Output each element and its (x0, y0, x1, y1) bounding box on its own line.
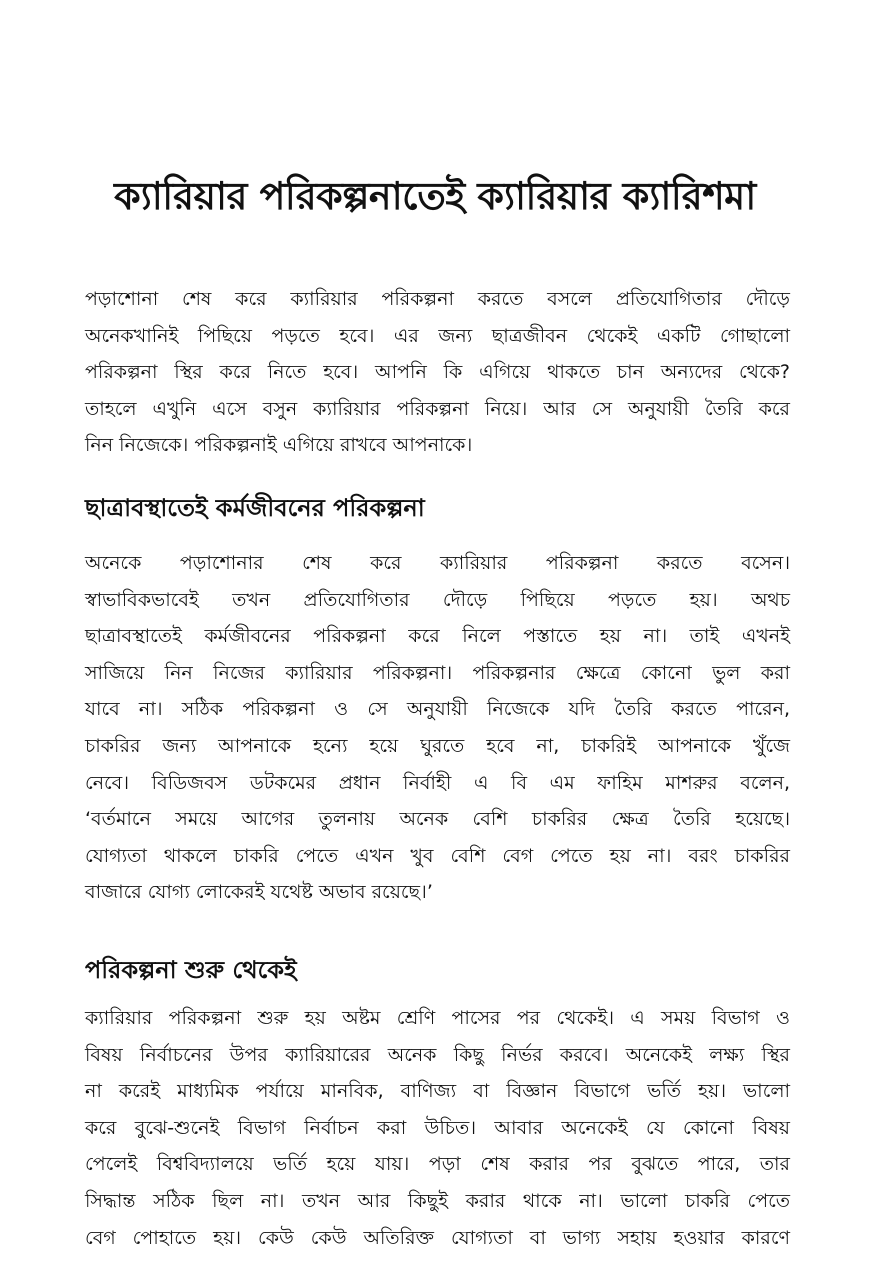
section1-line: ‘বর্তমানে সময়ে আগের তুলনায় অনেক বেশি চাকরির ক্ষেত্র তৈরি হয়েছে। (85, 808, 790, 831)
section1-paragraph (85, 545, 790, 911)
intro-line: নিন নিজেকে। পরিকল্পনাই এগিয়ে রাখবে আপনাকে। (85, 434, 473, 457)
section1-line: যোগ্যতা থাকলে চাকরি পেতে এখন খুব বেশি বেগ পেতে হয় না। বরং চাকরির (85, 844, 790, 867)
intro-paragraph (85, 281, 790, 464)
section-heading-career-planning-as-student: ছাত্রাবস্থাতেই কর্মজীবনের পরিকল্পনা (85, 494, 425, 522)
section2-line: বিষয় নির্বাচনের উপর ক্যারিয়ারের অনেক কিছু নির্ভর করবে। অনেকেই লক্ষ্য স্থির (85, 1043, 790, 1066)
section2-line: সিদ্ধান্ত সঠিক ছিল না। তখন আর কিছুই করার থাকে না। ভালো চাকরি পেতে (85, 1189, 790, 1212)
section2-line: করে বুঝে-শুনেই বিভাগ নির্বাচন করা উচিত। আবার অনেকেই যে কোনো বিষয় (85, 1116, 790, 1139)
section1-line: যাবে না। সঠিক পরিকল্পনা ও সে অনুযায়ী নিজেকে যদি তৈরি করতে পারেন, (85, 698, 790, 721)
section1-line: অনেকে পড়াশোনার শেষ করে ক্যারিয়ার পরিকল্পনা করতে বসেন। (85, 552, 790, 574)
intro-line: পড়াশোনা শেষ করে ক্যারিয়ার পরিকল্পনা করতে বসলে প্রতিযোগিতার দৌড়ে (85, 288, 790, 310)
section1-line: নেবে। বিডিজবস ডটকমের প্রধান নির্বাহী এ বি এম ফাহিম মাশরুর বলেন, (85, 771, 790, 794)
intro-line: পরিকল্পনা স্থির করে নিতে হবে। আপনি কি এগিয়ে থাকতে চান অন্যদের থেকে? (85, 361, 790, 384)
section1-line: বাজারে যোগ্য লোকেরই যথেষ্ট অভাব রয়েছে।’ (85, 881, 433, 904)
section2-line: ক্যারিয়ার পরিকল্পনা শুরু হয় অষ্টম শ্রেণি পাসের পর থেকেই। এ সময় বিভাগ ও (85, 1007, 790, 1029)
intro-line: তাহলে এখুনি এসে বসুন ক্যারিয়ার পরিকল্পনা নিয়ে। আর সে অনুযায়ী তৈরি করে (85, 397, 790, 420)
intro-line: অনেকখানিই পিছিয়ে পড়তে হবে। এর জন্য ছাত্রজীবন থেকেই একটি গোছালো (85, 324, 790, 347)
document-title: ক্যারিয়ার পরিকল্পনাতেই ক্যারিয়ার ক্যারিশমা (114, 174, 756, 218)
section1-line: চাকরির জন্য আপনাকে হন্যে হয়ে ঘুরতে হবে না, চাকরিই আপনাকে খুঁজে (85, 734, 790, 757)
section1-line: সাজিয়ে নিন নিজের ক্যারিয়ার পরিকল্পনা। পরিকল্পনার ক্ষেত্রে কোনো ভুল করা (85, 661, 790, 684)
section2-line: না করেই মাধ্যমিক পর্যায়ে মানবিক, বাণিজ্য বা বিজ্ঞান বিভাগে ভর্তি হয়। ভালো (85, 1080, 790, 1103)
section-heading-planning-from-start: পরিকল্পনা শুরু থেকেই (85, 956, 297, 984)
section2-line: পেলেই বিশ্ববিদ্যালয়ে ভর্তি হয়ে যায়। পড়া শেষ করার পর বুঝতে পারে, তার (85, 1153, 790, 1176)
section2-line: বেগ পোহাতে হয়। কেউ কেউ অতিরিক্ত যোগ্যতা বা ভাগ্য সহায় হওয়ার কারণে (85, 1226, 790, 1249)
section2-paragraph (85, 1000, 790, 1256)
section1-line: ছাত্রাবস্থাতেই কর্মজীবনের পরিকল্পনা করে নিলে পস্তাতে হয় না। তাই এখনই (85, 625, 790, 648)
section1-line: স্বাভাবিকভাবেই তখন প্রতিযোগিতার দৌড়ে পিছিয়ে পড়তে হয়। অথচ (85, 588, 790, 611)
